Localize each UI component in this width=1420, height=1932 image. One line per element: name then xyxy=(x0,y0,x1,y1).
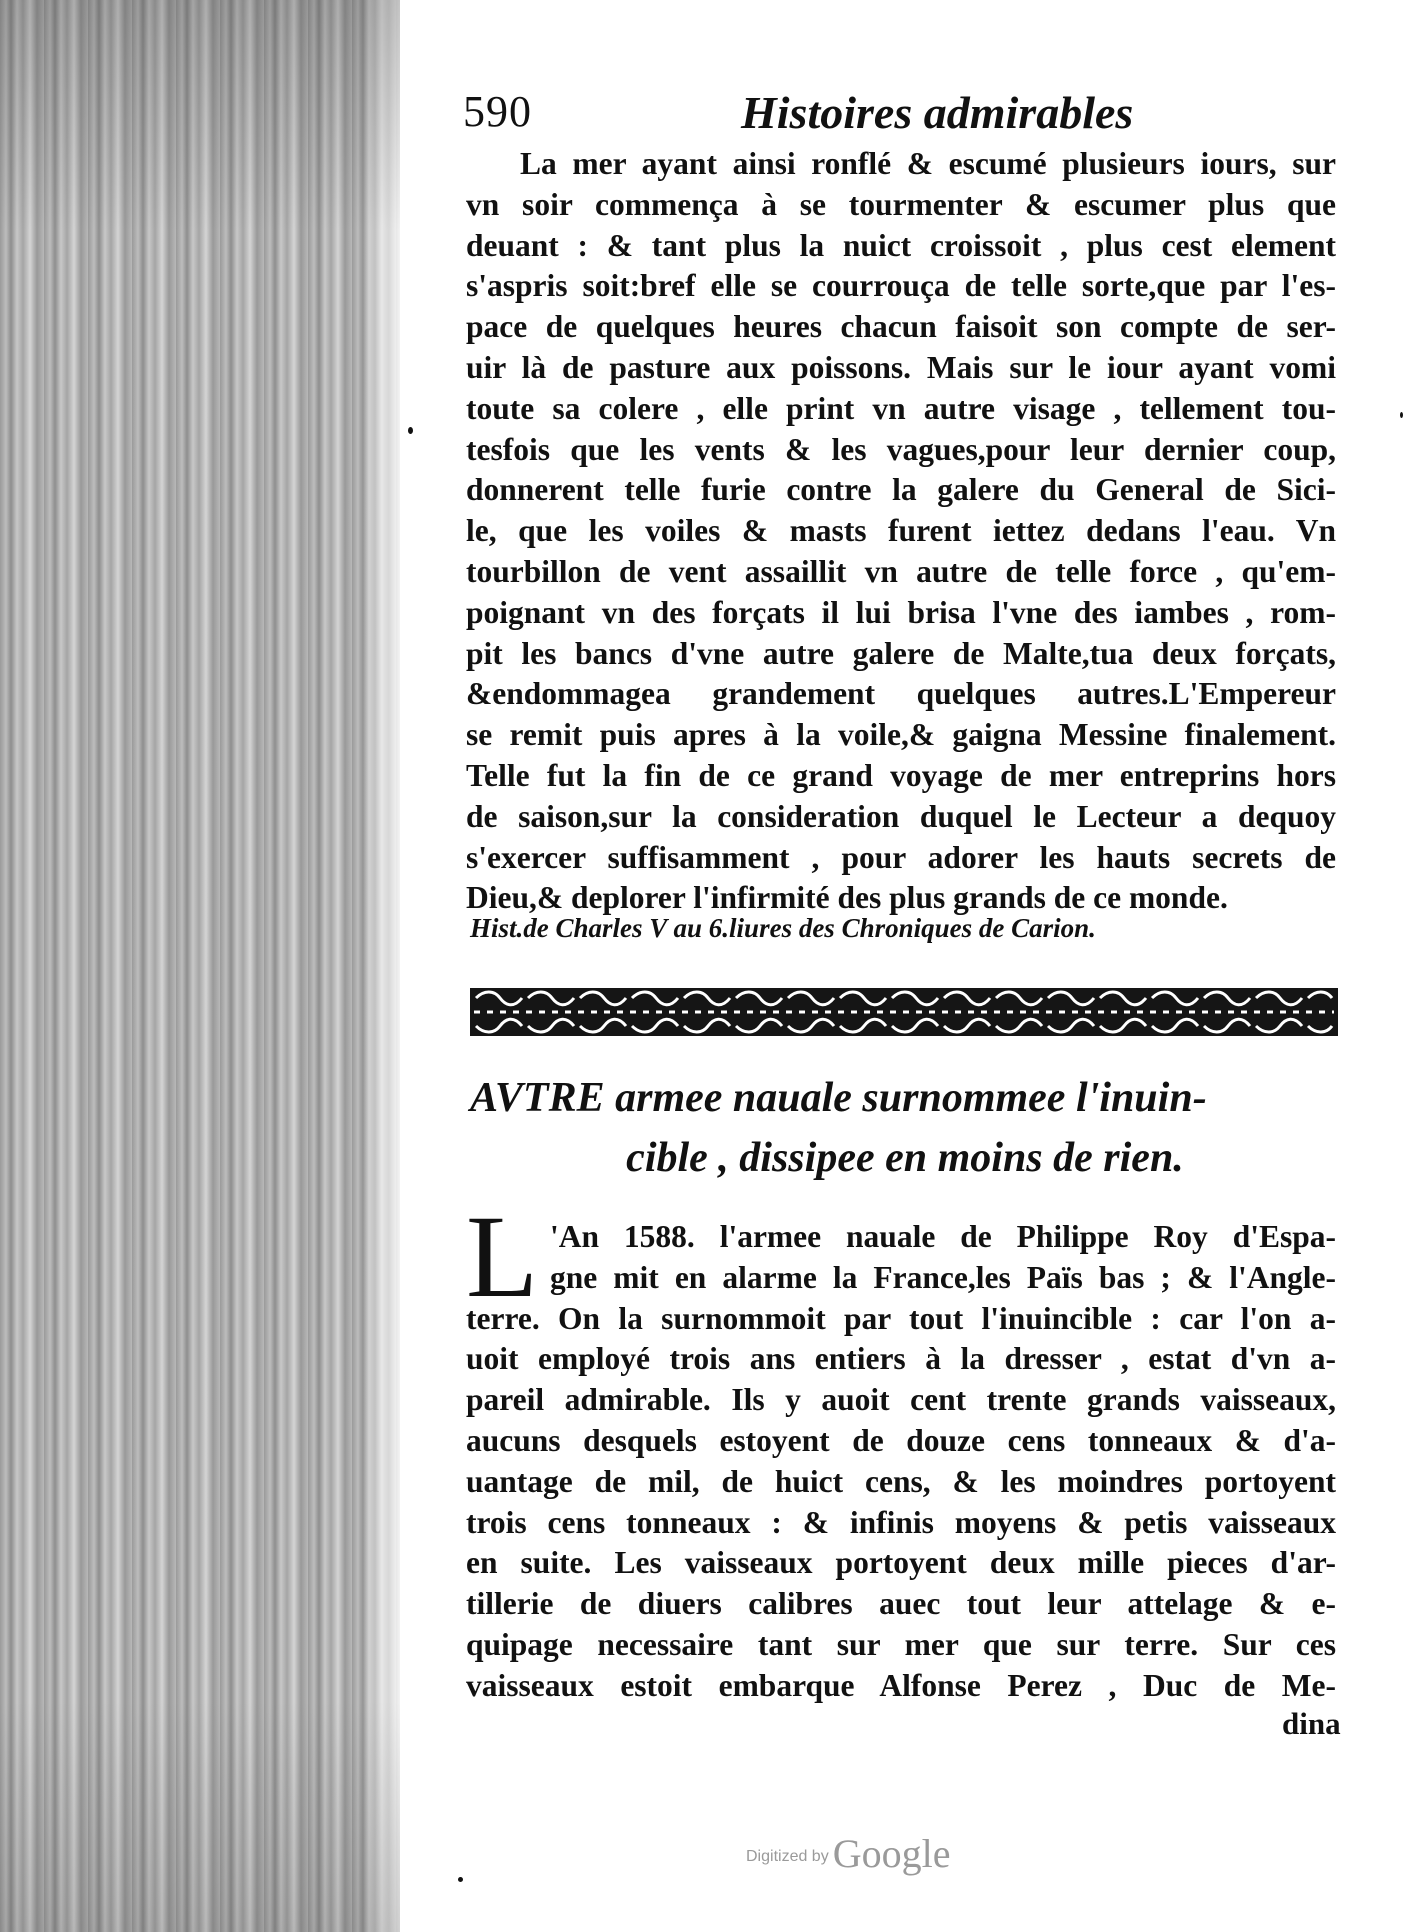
heading-line-1: AVTRE armee nauale surnommee l'inuin- xyxy=(470,1075,1207,1121)
text-line: le, que les voiles & masts furent iettez dedans l'eau. Vn xyxy=(466,513,1336,549)
text-line: deuant : & tant plus la nuict croissoit , plus cest element xyxy=(466,227,1336,263)
ink-speck xyxy=(458,1877,463,1882)
binding-shade xyxy=(0,0,400,1932)
text-line: donnerent telle furie contre la galere du General de Sici- xyxy=(466,472,1336,508)
ornamental-band xyxy=(470,986,1338,1038)
text-line: uoit employé trois ans entiers à la dresser , estat d'vn a- xyxy=(466,1341,1336,1377)
text-line: tourbillon de vent assaillit vn autre de telle force , qu'em- xyxy=(466,553,1336,589)
text-line: en suite. Les vaisseaux portoyent deux mille pieces d'ar- xyxy=(466,1545,1336,1581)
digitized-by-label: Digitized by xyxy=(746,1848,829,1865)
text-line: tesfois que les vents & les vagues,pour leur dernier coup, xyxy=(466,431,1336,467)
text-line: quipage necessaire tant sur mer que sur terre. Sur ces xyxy=(466,1626,1336,1662)
text-line: poignant vn des forçats il lui brisa l'vne des iambes , rom- xyxy=(466,594,1336,630)
text-line: pareil admirable. Ils y auoit cent trente grands vaisseaux, xyxy=(466,1382,1336,1418)
text-line: &endommagea grandement quelques autres.L'Empereur xyxy=(466,676,1336,712)
text-line: s'aspris soit:bref elle se courrouça de telle sorte,que par l'es- xyxy=(466,268,1336,304)
section-heading xyxy=(470,1068,1340,1188)
text-line: tillerie de diuers calibres auec tout leur attelage & e- xyxy=(466,1586,1336,1622)
text-line: terre. On la surnommoit par tout l'inuincible : car l'on a- xyxy=(466,1300,1336,1336)
text-line: vn soir commença à se tourmenter & escumer plus que xyxy=(466,186,1336,222)
text-line: gne mit en alarme la France,les Païs bas ; & l'Angle- xyxy=(550,1259,1336,1295)
text-line: uir là de pasture aux poissons. Mais sur le iour ayant vomi xyxy=(466,349,1336,385)
source-citation: Hist.de Charles V au 6.liures des Chroniques de Carion. xyxy=(470,913,1096,943)
google-logo: Google xyxy=(832,1831,951,1876)
text-line: s'exercer suffisamment , pour adorer les hauts secrets de xyxy=(466,839,1336,875)
drop-cap-letter: L xyxy=(466,1191,539,1322)
ink-speck xyxy=(1400,412,1403,418)
text-line: Telle fut la fin de ce grand voyage de mer entreprins hors xyxy=(466,757,1336,793)
text-line: uantage de mil, de huict cens, & les moindres portoyent xyxy=(466,1463,1336,1499)
text-line: pace de quelques heures chacun faisoit son compte de ser- xyxy=(466,309,1336,345)
page-number: 590 xyxy=(463,87,532,136)
section1-body xyxy=(466,144,1336,919)
text-line: 'An 1588. l'armee nauale de Philippe Roy d'Espa- xyxy=(550,1219,1336,1254)
text-line: Dieu,& deplorer l'infirmité des plus grands de ce monde. xyxy=(466,880,1228,916)
text-line: pit les bancs d'vne autre galere de Malte,tua deux forçats, xyxy=(466,635,1336,671)
text-line: toute sa colere , elle print vn autre visage , tellement tou- xyxy=(466,390,1336,426)
text-line: aucuns desquels estoyent de douze cens tonneaux & d'a- xyxy=(466,1422,1336,1458)
running-title: Histoires admirables xyxy=(741,87,1134,138)
text-line: La mer ayant ainsi ronflé & escumé plusieurs iours, sur xyxy=(520,146,1336,181)
page-header xyxy=(463,86,1343,146)
catchword: dina xyxy=(1282,1706,1341,1741)
section2-body xyxy=(466,1217,1336,1707)
text-line: vaisseaux estoit embarque Alfonse Perez , Duc de Me- xyxy=(466,1667,1336,1703)
text-line: trois cens tonneaux : & infinis moyens & petis vaisseaux xyxy=(466,1504,1336,1540)
heading-line-2: cible , dissipee en moins de rien. xyxy=(626,1135,1184,1181)
text-line: se remit puis apres à la voile,& gaigna Messine finalement. xyxy=(466,717,1336,753)
text-line: de saison,sur la consideration duquel le Lecteur a dequoy xyxy=(466,798,1336,834)
ink-speck xyxy=(408,427,413,434)
digitized-by-google-watermark xyxy=(746,1830,950,1874)
